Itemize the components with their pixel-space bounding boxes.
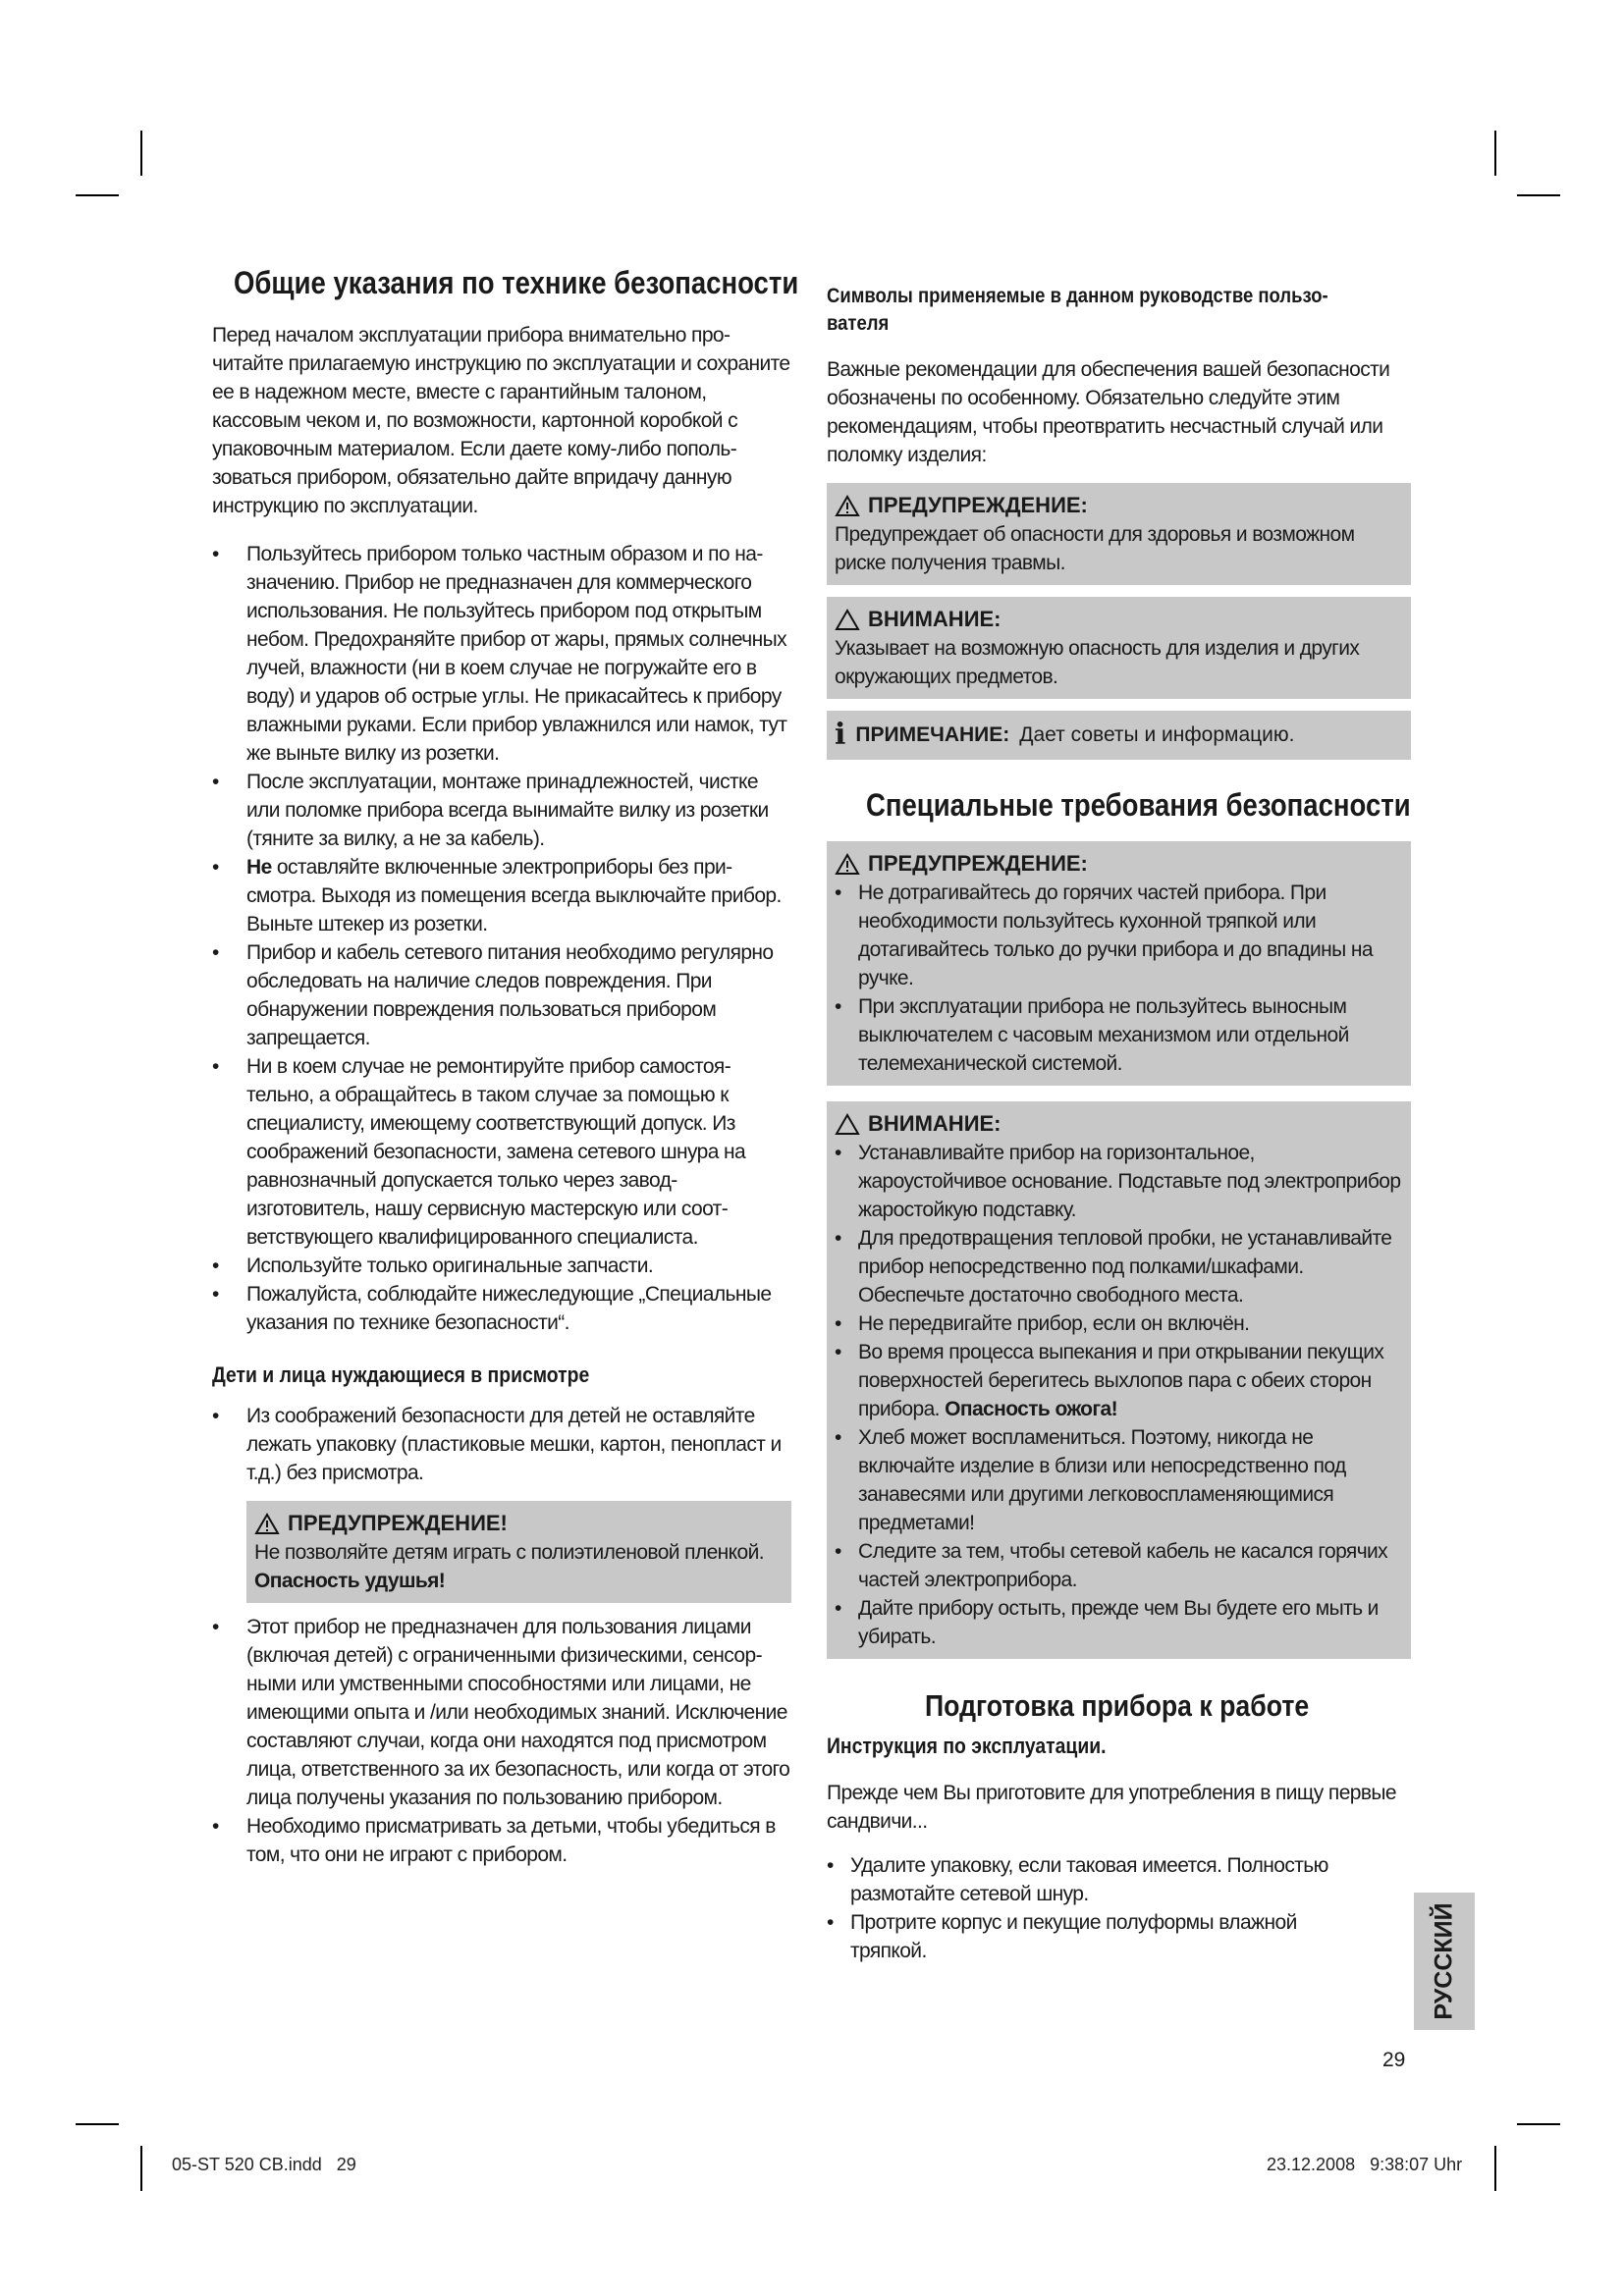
list-item: • Не дотрагивайтесь до горячих частей прибора. При необходимости пользуйтесь кухонной тряпкой или дотагивайтесь только до ручки прибора и до впадины на ручке.	[835, 879, 1403, 992]
list-item: • Прибор и кабель сетевого питания необходимо регулярно обследовать на наличие следов повреждения. При обнаружении повреждения пользоваться прибором запрещается.	[212, 938, 791, 1052]
list-item-text: Во время процесса выпекания и при открывании пекущих поверхностей берегитесь выхлопов пара с обеих сторон прибора.	[858, 1341, 1384, 1420]
crop-mark	[1517, 194, 1560, 196]
box-title: ВНИМАНИЕ:	[868, 607, 1001, 631]
safety-title: Общие указания по технике безопасности	[234, 265, 799, 300]
footer-file: 05-ST 520 CB.indd 29	[172, 2155, 356, 2174]
list-item: • Дайте прибору остыть, прежде чем Вы будете его мыть и убирать.	[835, 1594, 1403, 1651]
special-caution-box	[827, 1101, 1411, 1659]
list-item: • Хлеб может воспламениться. Поэтому, никогда не включайте изделие в близи или непосредственно под занавесями или другими легковоспламеняющимися предметами!	[835, 1423, 1403, 1537]
safety-list	[212, 540, 791, 1337]
box-title: ВНИМАНИЕ:	[868, 1111, 1001, 1136]
children-list-2	[212, 1613, 791, 1869]
box-title: ПРЕДУПРЕЖДЕНИЕ:	[868, 851, 1088, 876]
list-item: • Не передвигайте прибор, если он включён.	[835, 1309, 1403, 1338]
warning-triangle-icon	[835, 853, 860, 876]
symbols-intro: Важные рекомендации для обеспечения вашей безопасности обозначены по особенному. Обязательно следуйте этим рекомендациям, чтобы преотвратить несчастный случай или поломку изделия:	[827, 358, 1390, 466]
list-item: • Необходимо присматривать за детьми, чтобы убедиться в том, что они не играют с прибором.	[212, 1812, 791, 1869]
list-item: • Из соображений безопасности для детей не оставляйте лежать упаковку (пластиковые мешки, картон, пенопласт и т.д.) без присмотра.	[212, 1402, 791, 1487]
list-item: • Пользуйтесь прибором только частным образом и по назначению. Прибор не предназначен для коммерческого использования. Не пользуйтесь прибором под открытым небом. Предохраняйте прибор от жары, прямых солнечных лучей, влажности (ни в коем случае не погружайте его в воду) и ударов об острые углы. Не прикасайтесь к прибору влажными руками. Если прибор увлажнился или намок, тут же выньте вилку из розетки.	[212, 540, 791, 768]
list-item: • Используйте только оригинальные запчасти.	[212, 1252, 791, 1280]
info-icon: i	[835, 718, 846, 752]
warning-text: Не позволяйте детям играть с полиэтиленовой пленкой.	[254, 1541, 764, 1564]
caution-triangle-icon	[835, 1113, 860, 1136]
list-item: • Для предотвращения тепловой пробки, не устанавливайте прибор непосредственно под полками/шкафами. Обеспечьте достаточно свободного места.	[835, 1224, 1403, 1309]
list-item: • Устанавливайте прибор на горизонтальное, жароустойчивое основание. Подставьте под электроприбор жаростойкую подставку.	[835, 1139, 1403, 1224]
list-item: • Следите за тем, чтобы сетевой кабель не касался горячих частей электроприбора.	[835, 1537, 1403, 1594]
children-list	[212, 1402, 791, 1487]
warning-triangle-icon	[835, 495, 860, 517]
list-item: • Этот прибор не предназначен для пользования лицами (включая детей) с ограниченными физическими, сенсорными или умственными способностями или лицами, не имеющими опыта и /или необходимых знаний. Исключение составляют случаи, когда они находятся под присмотром лица, ответственного за их безопасность, или когда от этого лица получены указания по пользованию прибором.	[212, 1613, 791, 1812]
special-warning-box	[827, 841, 1411, 1086]
note-text: Дает советы и информацию.	[1019, 723, 1295, 746]
prep-subheading: Инструкция по эксплуатации.	[827, 1734, 1107, 1758]
children-warning-box	[246, 1501, 791, 1603]
list-item: • Пожалуйста, соблюдайте нижеследующие „Специальные указания по технике безопасности“.	[212, 1280, 791, 1337]
crop-mark	[140, 131, 142, 176]
list-item	[212, 853, 791, 938]
special-title: Специальные требования безопасности	[866, 787, 1411, 823]
crop-mark	[76, 2123, 119, 2125]
symbol-note-box	[827, 711, 1411, 760]
list-item: • Протрите корпус и пекущие полуформы влажной тряпкой.	[827, 1908, 1357, 1965]
warning-bold: Опасность удушья!	[254, 1570, 446, 1592]
list-item: • Ни в коем случае не ремонтируйте прибор самостоятельно, а обращайтесь в таком случае за помощью к специалисту, имеющему соответствующий допуск. Из соображений безопасности, замена сетевого шнура на равнозначный допускается только через заводизготовитель, нашу сервисную мастерскую или соответствующего квалифицированного специалиста.	[212, 1052, 791, 1252]
prep-intro: Прежде чем Вы приготовите для употребления в пищу первые сандвичи...	[827, 1782, 1396, 1833]
list-item-text: оставляйте включенные электроприборы без присмотра. Выходя из помещения всегда выключайте прибор. Выньте штекер из розетки.	[246, 856, 782, 935]
safety-intro: Перед началом эксплуатации прибора внимательно прочитайте прилагаемую инструкцию по эксплуатации и сохраните ее в надежном месте, вместе с гарантийным талоном, кассовым чеком и, по возможности, картонной коробкой с упаковочным материалом. Если даете кому-либо попользоваться прибором, обязательно дайте впридачу данную инструкцию по эксплуатации.	[212, 324, 790, 517]
symbols-heading: Символы применяемые в данном руководстве пользователя	[827, 285, 1328, 335]
list-item: • Удалите упаковку, если таковая имеется. Полностью размотайте сетевой шнур.	[827, 1851, 1357, 1908]
crop-mark	[1494, 131, 1496, 176]
crop-mark	[76, 194, 119, 196]
footer-date: 23.12.2008 9:38:07 Uhr	[1267, 2155, 1463, 2174]
list-item	[835, 1338, 1403, 1423]
left-column	[212, 265, 799, 1869]
warning-triangle-icon	[254, 1513, 280, 1535]
crop-mark	[1494, 2146, 1496, 2191]
list-item: • При эксплуатации прибора не пользуйтесь выносным выключателем с часовым механизмом или отдельной телемеханической системой.	[835, 992, 1403, 1078]
page-number: 29	[1382, 2049, 1406, 2071]
prep-title: Подготовка прибора к работе	[925, 1688, 1310, 1723]
right-column	[827, 283, 1411, 1965]
children-heading: Дети и лица нуждающиеся в присмотре	[212, 1362, 590, 1387]
box-title: ПРЕДУПРЕЖДЕНИЕ:	[868, 493, 1088, 517]
crop-mark	[140, 2146, 142, 2191]
language-tab	[1414, 1893, 1475, 2030]
caution-triangle-icon	[835, 609, 860, 631]
symbol-caution-box	[827, 597, 1411, 699]
list-item: • После эксплуатации, монтаже принадлежностей, чистке или поломке прибора всегда вынимайте вилку из розетки (тяните за вилку, а не за кабель).	[212, 768, 791, 853]
symbol-warning-box	[827, 483, 1411, 585]
prep-list	[827, 1851, 1357, 1965]
note-title: ПРИМЕЧАНИЕ:	[855, 723, 1010, 746]
box-text: Предупреждает об опасности для здоровья и возможном риске получения травмы.	[835, 523, 1355, 574]
emphasis: Опасность ожога!	[945, 1398, 1118, 1420]
box-text: Указывает на возможную опасность для изделия и других окружающих предметов.	[835, 637, 1360, 688]
language-label: РУССКИЙ	[1430, 1902, 1458, 2020]
emphasis: Не	[246, 856, 272, 879]
crop-mark	[1517, 2123, 1560, 2125]
warning-title: ПРЕДУПРЕЖДЕНИЕ!	[288, 1511, 508, 1535]
